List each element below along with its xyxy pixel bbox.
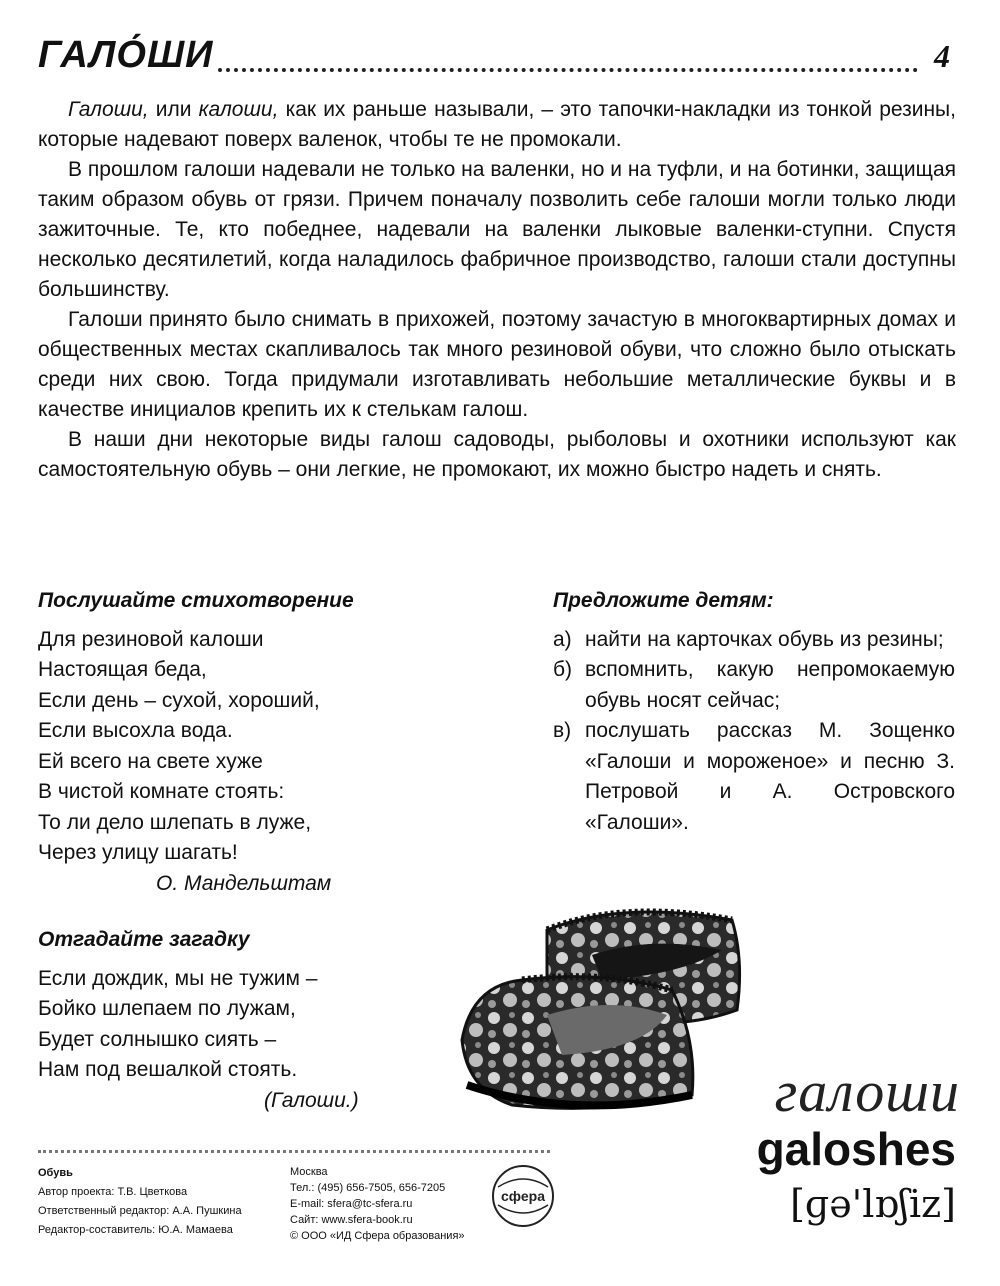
poem-line: Для резиновой калоши: [38, 627, 264, 651]
riddle-line: Будет солнышко сиять –: [38, 1027, 277, 1051]
riddle-answer: (Галоши.): [264, 1088, 359, 1112]
term-galoshi: Галоши,: [68, 98, 149, 121]
poem-line: Если высохла вода.: [38, 719, 233, 742]
page-title: ГАЛО́ШИ: [38, 34, 214, 76]
task-text: найти на карточках обувь из резины;: [585, 627, 944, 651]
word-cursive: галоши: [774, 1059, 960, 1124]
riddle-section: [38, 925, 458, 1116]
galoshes-image: [452, 890, 752, 1130]
task-item: [553, 716, 955, 838]
word-english: galoshes: [756, 1123, 956, 1175]
footer-email: E-mail: sfera@tc-sfera.ru: [290, 1198, 413, 1210]
poem-line: Ей всего на свете хуже: [38, 749, 263, 773]
poem-author: О. Мандельштам: [156, 871, 332, 895]
intro-paragraph-3: Галоши принято было снимать в прихожей, поэтому зачастую в многоквартирных домах и общественных местах скапливалось так много резиновой обуви, что сложно было отыскать среди них свою. Тогда придумали изготавливать небольшие металлические буквы и в качестве инициалов крепить их к стелькам галош.: [38, 308, 956, 421]
intro-text: [38, 95, 956, 485]
riddle-title: Отгадайте загадку: [38, 928, 250, 951]
footer-editor: Ответственный редактор: А.А. Пушкина: [38, 1205, 242, 1217]
riddle-line: Бойко шлепаем по лужам,: [38, 997, 296, 1020]
poem-line: Настоящая беда,: [38, 658, 207, 681]
term-kaloshi: калоши,: [198, 98, 279, 121]
footer-city: Москва: [290, 1166, 328, 1178]
page-header: [38, 34, 958, 84]
footer-credits: [38, 1164, 288, 1240]
riddle-line: Если дождик, мы не тужим –: [38, 966, 318, 990]
word-transcription: [ɡə'lɒʃiz]: [790, 1182, 956, 1226]
poem-line: То ли дело шлепать в луже,: [38, 810, 312, 834]
task-marker: а): [553, 627, 572, 651]
poem-section: [38, 586, 508, 899]
poem-line: Если день – сухой, хороший,: [38, 688, 320, 712]
task-item: [553, 655, 955, 716]
footer-divider: [38, 1150, 550, 1153]
intro-paragraph-1: Галоши, или калоши, как их раньше называли, – это тапочки-накладки из тонкой резины, которые надевают поверх валенок, чтобы те не промокали.: [38, 98, 956, 151]
tasks-section: [553, 586, 955, 838]
footer-site: Сайт: www.sfera-book.ru: [290, 1214, 413, 1226]
logo-text: сфера: [501, 1188, 545, 1204]
footer-copyright: © ООО «ИД Сфера образования»: [290, 1230, 465, 1242]
task-text: вспомнить, какую непромокаемую обувь носят сейчас;: [585, 658, 955, 712]
task-marker: в): [553, 719, 572, 742]
riddle-line: Нам под вешалкой стоять.: [38, 1058, 298, 1081]
page-number: 4: [934, 38, 950, 74]
footer-contacts: [290, 1164, 500, 1244]
task-text: послушать рассказ М. Зощенко «Галоши и мороженое» и песню З. Петровой и А. Островского «Галоши».: [585, 719, 955, 834]
tasks-title: Предложите детям:: [553, 589, 774, 612]
intro-paragraph-2: В прошлом галоши надевали не только на валенки, но и на туфли, и на ботинки, защищая таким образом обувь от грязи. Причем поначалу позволить себе галоши могли только люди зажиточные. Те, кто победнее, надевали на валенки лыковые валенки-ступни. Спустя несколько десятилетий, когда наладилось фабричное производство, галоши стали доступны большинству.: [38, 158, 956, 301]
poem-line: Через улицу шагать!: [38, 841, 238, 864]
task-marker: б): [553, 658, 573, 681]
header-leader-dots: [218, 68, 918, 72]
footer-compiler: Редактор-составитель: Ю.А. Мамаева: [38, 1224, 233, 1236]
poem-title: Послушайте стихотворение: [38, 589, 354, 612]
footer-phone: Тел.: (495) 656-7505, 656-7205: [290, 1182, 446, 1194]
footer-author: Автор проекта: Т.В. Цветкова: [38, 1186, 188, 1198]
intro-paragraph-4: В наши дни некоторые виды галош садоводы, рыболовы и охотники используют как самостоятельную обувь – они легкие, не промокают, их можно быстро надеть и снять.: [38, 428, 956, 481]
task-item: [553, 625, 955, 656]
poem-line: В чистой комнате стоять:: [38, 780, 285, 803]
footer-series: Обувь: [38, 1167, 73, 1179]
sfera-logo: [490, 1163, 556, 1229]
